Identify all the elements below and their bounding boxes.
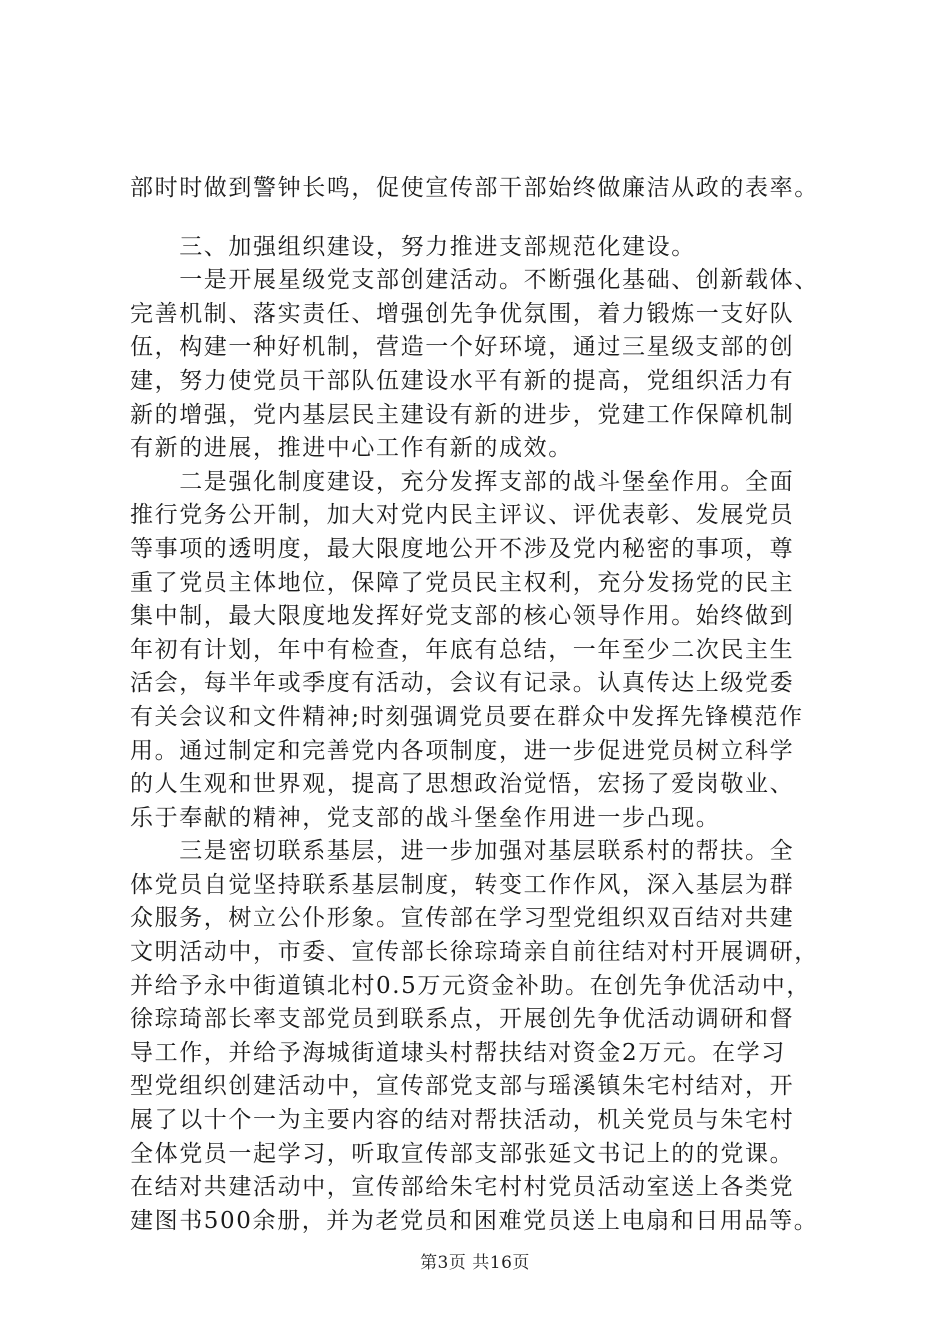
- paragraph-star-branch: [130, 264, 830, 466]
- text-line: 有关会议和文件精神;时刻强调党员要在群众中发挥先锋模范作: [130, 703, 804, 730]
- text-line: 在结对共建活动中，宣传部给朱宅村村党员活动室送上各类党: [130, 1174, 795, 1201]
- text-line: 有新的进展，推进中心工作有新的成效。: [130, 435, 573, 462]
- document-body: [130, 172, 830, 1238]
- text-line: 文明活动中，市委、宣传部长徐琮琦亲自前往结对村开展调研，: [130, 939, 819, 966]
- text-line: 全体党员一起学习，听取宣传部支部张延文书记上的的党课。: [130, 1140, 795, 1167]
- text-line: 的人生观和世界观，提高了思想政治觉悟，宏扬了爱岗敬业、: [130, 771, 795, 798]
- text-line: 部时时做到警钟长鸣，促使宣传部干部始终做廉洁从政的表率。: [130, 175, 819, 201]
- text-line: 型党组织创建活动中，宣传部党支部与瑶溪镇朱宅村结对，开: [130, 1073, 795, 1100]
- paragraph-system-building: [130, 466, 830, 836]
- text-line: 二是强化制度建设，充分发挥支部的战斗堡垒作用。全面: [130, 468, 795, 495]
- page-number-footer: 第3页 共16页: [420, 1253, 530, 1273]
- text-line: 集中制，最大限度地发挥好党支部的核心领导作用。始终做到: [130, 603, 795, 630]
- section-heading: [130, 231, 830, 265]
- paragraph-grassroots-contact: [130, 835, 830, 1238]
- text-line: 乐于奉献的精神，党支部的战斗堡垒作用进一步凸现。: [130, 804, 721, 831]
- text-line: 用。通过制定和完善党内各项制度，进一步促进党员树立科学: [130, 737, 795, 764]
- text-line: 建，努力使党员干部队伍建设水平有新的提高，党组织活力有: [130, 367, 795, 394]
- text-line: 展了以十个一为主要内容的结对帮扶活动，机关党员与朱宅村: [130, 1107, 795, 1134]
- paragraph-intro: [130, 172, 830, 206]
- text-line: 众服务，树立公仆形象。宣传部在学习型党组织双百结对共建: [130, 905, 795, 932]
- text-line: 三、加强组织建设，努力推进支部规范化建设。: [130, 233, 696, 260]
- text-line: 推行党务公开制，加大对党内民主评议、评优表彰、发展党员: [130, 502, 795, 529]
- text-line: 体党员自觉坚持联系基层制度，转变工作作风，深入基层为群: [130, 871, 795, 898]
- text-line: 一是开展星级党支部创建活动。不断强化基础、创新载体、: [130, 267, 819, 294]
- text-line: 三是密切联系基层，进一步加强对基层联系村的帮扶。全: [130, 838, 795, 865]
- text-line: 等事项的透明度，最大限度地公开不涉及党内秘密的事项，尊: [130, 535, 795, 562]
- text-line: 并给予永中街道镇北村0.5万元资金补助。在创先争优活动中，: [130, 972, 811, 999]
- text-line: 完善机制、落实责任、增强创先争优氛围，着力锻炼一支好队: [130, 300, 795, 327]
- text-line: 建图书500余册，并为老党员和困难党员送上电扇和日用品等。: [130, 1207, 819, 1234]
- text-line: 徐琮琦部长率支部党员到联系点，开展创先争优活动调研和督: [130, 1006, 795, 1033]
- text-line: 新的增强，党内基层民主建设有新的进步，党建工作保障机制: [130, 401, 795, 428]
- text-line: 重了党员主体地位，保障了党员民主权利，充分发扬党的民主: [130, 569, 795, 596]
- paragraph-spacer: [130, 206, 830, 231]
- text-line: 年初有计划，年中有检查，年底有总结，一年至少二次民主生: [130, 636, 795, 663]
- text-line: 活会，每半年或季度有活动，会议有记录。认真传达上级党委: [130, 670, 795, 697]
- text-line: 伍，构建一种好机制，营造一个好环境，通过三星级支部的创: [130, 334, 795, 361]
- text-line: 导工作，并给予海城街道埭头村帮扶结对资金2万元。在学习: [130, 1039, 786, 1066]
